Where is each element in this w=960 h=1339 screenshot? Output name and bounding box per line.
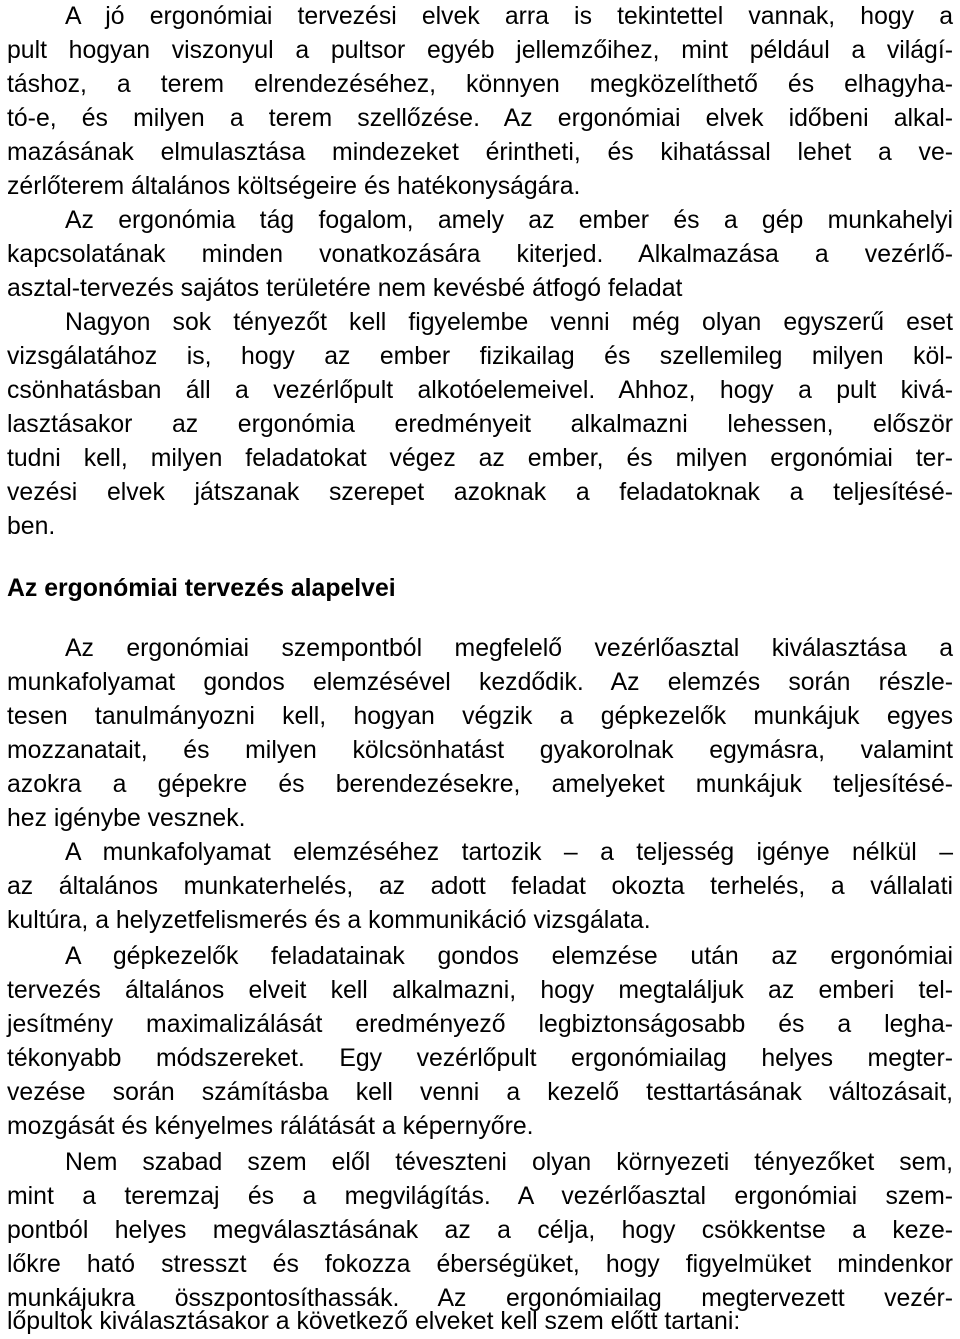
text-line: pontból helyes megválasztásának az a célja, hogy csökkentse a keze- (7, 1217, 953, 1244)
text-line: Nem szabad szem elől téveszteni olyan környezeti tényezőket sem, (65, 1149, 953, 1176)
text-line: tékonyabb módszereket. Egy vezérlőpult ergonómiailag helyes megter- (7, 1045, 953, 1072)
text-line: pult hogyan viszonyul a pultsor egyéb jellemzőihez, mint például a világí- (7, 37, 953, 64)
text-line: tesen tanulmányozni kell, hogyan végzik a gépkezelők munkájuk egyes (7, 703, 953, 730)
text-line: munkafolyamat gondos elemzésével kezdődik. Az elemzés során részle- (7, 669, 953, 696)
text-line: mozgását és kényelmes rálátását a képernyőre. (7, 1113, 534, 1140)
text-line: tó-e, és milyen a terem szellőzése. Az ergonómiai elvek időbeni alkal- (7, 105, 953, 132)
text-line: táshoz, a terem elrendezéséhez, könnyen megközelíthető és elhagyha- (7, 71, 953, 98)
text-line: lasztásakor az ergonómia eredményeit alkalmazni lehessen, először (7, 411, 953, 438)
text-line: mint a teremzaj és a megvilágítás. A vezérlőasztal ergonómiai szem- (7, 1183, 953, 1210)
text-line: az általános munkaterhelés, az adott feladat okozta terhelés, a vállalati (7, 873, 953, 900)
text-line: A munkafolyamat elemzéséhez tartozik – a teljesség igénye nélkül – (65, 839, 953, 866)
text-line: lőkre ható stresszt és fokozza éberségüket, hogy figyelmüket mindenkor (7, 1251, 953, 1278)
text-line: vizsgálatához is, hogy az ember fizikailag és szellemileg milyen köl- (7, 343, 953, 370)
text-line: hez igénybe vesznek. (7, 805, 246, 832)
text-line: vezése során számításba kell venni a kezelő testtartásának változásait, (7, 1079, 953, 1106)
text-line: Az ergonómiai szempontból megfelelő vezérlőasztal kiválasztása a (65, 635, 953, 662)
text-line: asztal-tervezés sajátos területére nem kevésbé átfogó feladat (7, 275, 683, 302)
text-line: azokra a gépekre és berendezésekre, amelyeket munkájuk teljesítésé- (7, 771, 953, 798)
text-line: csönhatásban áll a vezérlőpult alkotóelemeivel. Ahhoz, hogy a pult kivá- (7, 377, 953, 404)
text-line: kapcsolatának minden vonatkozására kiterjed. Alkalmazása a vezérlő- (7, 241, 953, 268)
text-line: munkájukra összpontosíthassák. Az ergonómiailag megtervezett vezér- (7, 1285, 953, 1312)
text-line: tudni kell, milyen feladatokat végez az ember, és milyen ergonómiai ter- (7, 445, 953, 472)
text-line: ben. (7, 513, 56, 540)
text-line: lőpultok kiválasztásakor a következő elveket kell szem előtt tartani: (7, 1308, 741, 1335)
text-line: vezési elvek játszanak szerepet azoknak a feladatoknak a teljesítésé- (7, 479, 953, 506)
text-line: Az ergonómia tág fogalom, amely az ember és a gép munkahelyi (65, 207, 953, 234)
text-line: A gépkezelők feladatainak gondos elemzése után az ergonómiai (65, 943, 953, 970)
text-line: jesítmény maximalizálását eredményező legbiztonságosabb és a legha- (7, 1011, 953, 1038)
text-line: tervezés általános elveit kell alkalmazni, hogy megtaláljuk az emberi tel- (7, 977, 953, 1004)
text-line: mozzanatait, és milyen kölcsönhatást gyakorolnak egymásra, valamint (7, 737, 953, 764)
text-line: zérlőterem általános költségeire és hatékonyságára. (7, 173, 581, 200)
text-line: A jó ergonómiai tervezési elvek arra is tekintettel vannak, hogy a (65, 3, 953, 30)
text-line: Nagyon sok tényezőt kell figyelembe venni még olyan egyszerű eset (65, 309, 953, 336)
text-line: mazásának elmulasztása mindezeket érintheti, és kihatással lehet a ve- (7, 139, 953, 166)
section-heading: Az ergonómiai tervezés alapelvei (7, 575, 396, 602)
text-line: kultúra, a helyzetfelismerés és a kommunikáció vizsgálata. (7, 907, 651, 934)
